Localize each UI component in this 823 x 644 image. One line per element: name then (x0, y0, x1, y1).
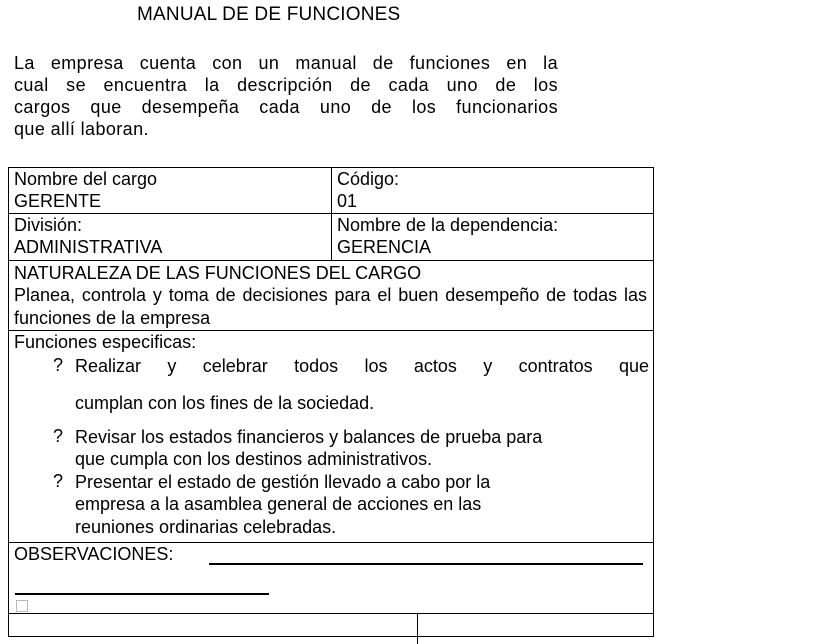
checkbox[interactable] (16, 600, 28, 612)
observaciones-label: OBSERVACIONES: (14, 544, 174, 564)
funcion-line: empresa a la asamblea general de acciones en las (75, 494, 482, 514)
dependencia-value: GERENCIA (337, 237, 432, 257)
bullet-marker: ? (53, 355, 64, 375)
dependencia-label: Nombre de la dependencia: (337, 215, 559, 235)
naturaleza-cell (9, 261, 653, 330)
division-row (9, 214, 653, 261)
funcion-line: Realizar y celebrar todos los actos y contratos que (75, 356, 649, 376)
cargo-value: GERENTE (14, 191, 102, 211)
funcion-line: cumplan con los fines de la sociedad. (75, 393, 375, 413)
cargo-row (9, 168, 653, 214)
codigo-value: 01 (337, 191, 358, 211)
observaciones-row (9, 543, 653, 614)
codigo-label: Código: (337, 169, 400, 189)
division-value: ADMINISTRATIVA (14, 237, 163, 257)
footer-cell-left (9, 614, 417, 644)
bullet-marker: ? (53, 426, 64, 446)
intro-line: cargos que desempeña cada uno de los funcionarios (14, 97, 558, 117)
bullet-marker: ? (53, 471, 64, 491)
job-description-form (8, 167, 654, 637)
naturaleza-row (9, 261, 653, 331)
intro-paragraph (14, 52, 558, 140)
observaciones-cell (9, 543, 653, 613)
observaciones-input-line[interactable] (209, 563, 643, 565)
funciones-cell (9, 331, 653, 542)
cargo-label: Nombre del cargo (14, 169, 158, 189)
funcion-line: Presentar el estado de gestión llevado a cabo por la (75, 472, 491, 492)
intro-line: cual se encuentra la descripción de cada uno de los (14, 75, 558, 95)
funciones-heading: Funciones especificas: (14, 332, 197, 352)
observaciones-input-line[interactable] (15, 593, 269, 595)
footer-cell-right (417, 614, 653, 644)
intro-line: que allí laboran. (14, 119, 149, 139)
division-cell (9, 214, 331, 260)
funcion-line: reuniones ordinarias celebradas. (75, 517, 337, 537)
naturaleza-text: Planea, controla y toma de decisiones para el buen desempeño de todas las funciones de la empresa (14, 285, 647, 328)
funcion-line: que cumpla con los destinos administrativos. (75, 449, 433, 469)
codigo-cell (331, 168, 653, 213)
cargo-cell (9, 168, 331, 213)
division-label: División: (14, 215, 83, 235)
document-title: MANUAL DE DE FUNCIONES (137, 4, 401, 25)
intro-line: La empresa cuenta con un manual de funciones en la (14, 53, 558, 73)
footer-row (9, 614, 653, 644)
funcion-line: Revisar los estados financieros y balances de prueba para (75, 427, 543, 447)
funciones-row (9, 331, 653, 543)
naturaleza-heading: NATURALEZA DE LAS FUNCIONES DEL CARGO (14, 263, 422, 283)
dependencia-cell (331, 214, 653, 260)
